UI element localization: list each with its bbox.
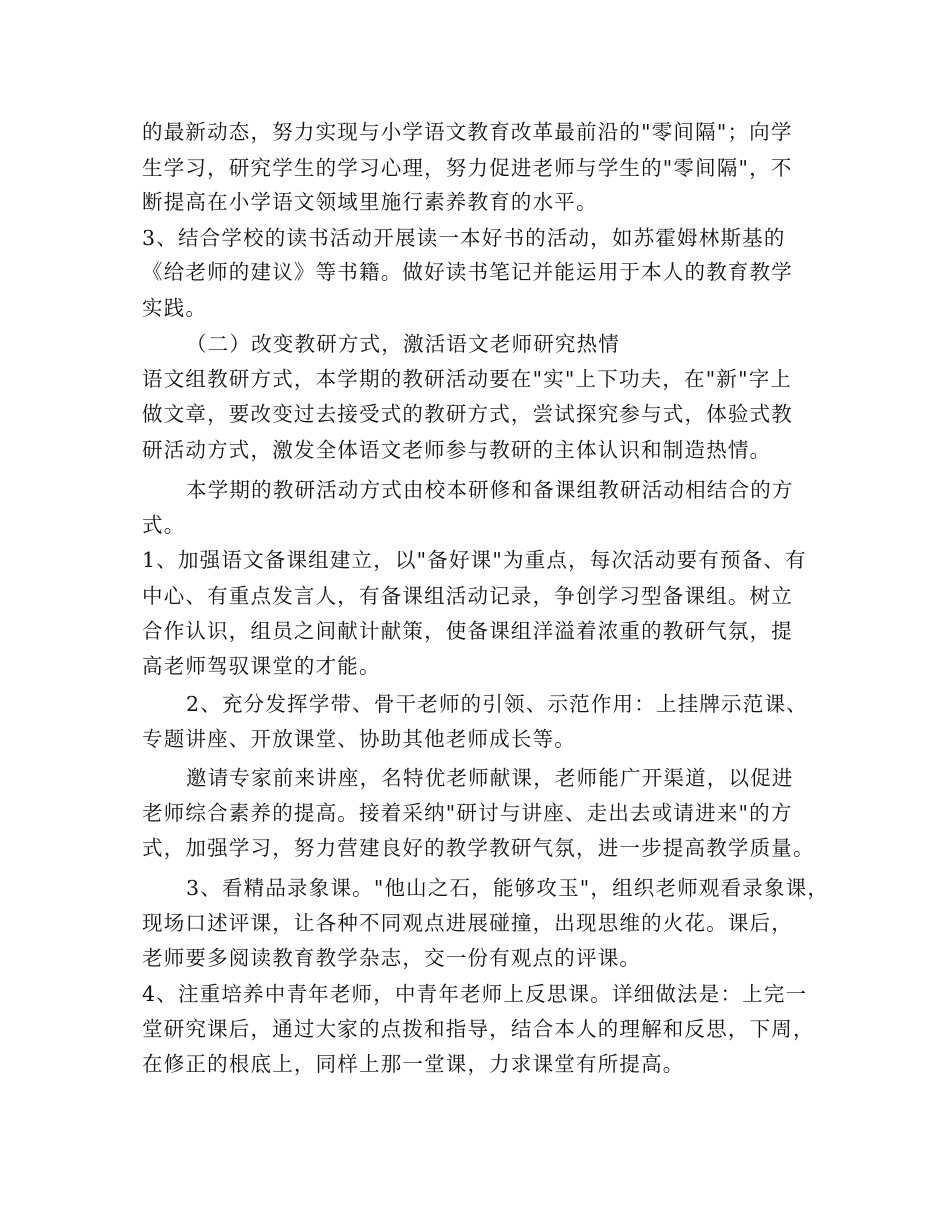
text-line: 《给老师的建议》等书籍。做好读书笔记并能运用于本人的教育教学: [142, 260, 793, 284]
text-line: 邀请专家前来讲座，名特优老师献课，老师能广开渠道，以促进: [186, 766, 794, 790]
text-line: 老师要多阅读教育教学杂志，交一份有观点的评课。: [142, 946, 642, 970]
text-line: 本学期的教研活动方式由校本研修和备课组教研活动相结合的方: [186, 478, 794, 502]
text-line: 的最新动态，努力实现与小学语文教育改革最前沿的"零间隔"；向学: [142, 120, 793, 144]
text-line: 语文组教研方式，本学期的教研活动要在"实"上下功夫，在"新"字上: [142, 367, 793, 391]
text-line: 在修正的根底上，同样上那一堂课，力求课堂有所提高。: [142, 1052, 685, 1076]
text-line: 实践。: [142, 296, 208, 320]
text-line: 3、结合学校的读书活动开展读一本好书的活动，如苏霍姆林斯基的: [142, 226, 786, 250]
text-line: 合作认识，组员之间献计献策，使备课组洋溢着浓重的教研气氛，提: [142, 619, 793, 643]
text-line: 高老师驾驭课堂的才能。: [142, 654, 381, 678]
section-heading: （二）改变教研方式，激活语文老师研究热情: [186, 332, 620, 356]
text-line: 1、加强语文备课组建立，以"备好课"为重点，每次活动要有预备、有: [142, 548, 807, 572]
text-line: 做文章，要改变过去接受式的教研方式，尝试探究参与式，体验式教: [142, 402, 793, 426]
text-line: 断提高在小学语文领域里施行素养教育的水平。: [142, 190, 598, 214]
text-line: 4、注重培养中青年老师，中青年老师上反思课。详细做法是：上完一: [142, 982, 808, 1006]
text-line: 中心、有重点发言人，有备课组活动记录，争创学习型备课组。树立: [142, 584, 793, 608]
text-line: 式，加强学习，努力营建良好的教学教研气氛，进一步提高教学质量。: [142, 836, 815, 860]
text-line: 老师综合素养的提高。接着采纳"研讨与讲座、走出去或请进来"的方: [142, 801, 793, 825]
text-line: 专题讲座、开放课堂、协助其他老师成长等。: [142, 727, 576, 751]
text-line: 式。: [142, 513, 186, 537]
text-line: 生学习，研究学生的学习心理，努力促进老师与学生的"零间隔"，不: [142, 156, 793, 180]
text-line: 2、充分发挥学带、骨干老师的引领、示范作用：上挂牌示范课、: [186, 692, 808, 716]
text-line: 3、看精品录象课。"他山之石，能够攻玉"，组织老师观看录象课，: [186, 876, 830, 900]
text-line: 研活动方式，激发全体语文老师参与教研的主体认识和制造热情。: [142, 438, 772, 462]
text-line: 堂研究课后，通过大家的点拨和指导，结合本人的理解和反思，下周，: [142, 1017, 815, 1041]
text-line: 现场口述评课，让各种不同观点进展碰撞，出现思维的火花。课后，: [142, 911, 793, 935]
